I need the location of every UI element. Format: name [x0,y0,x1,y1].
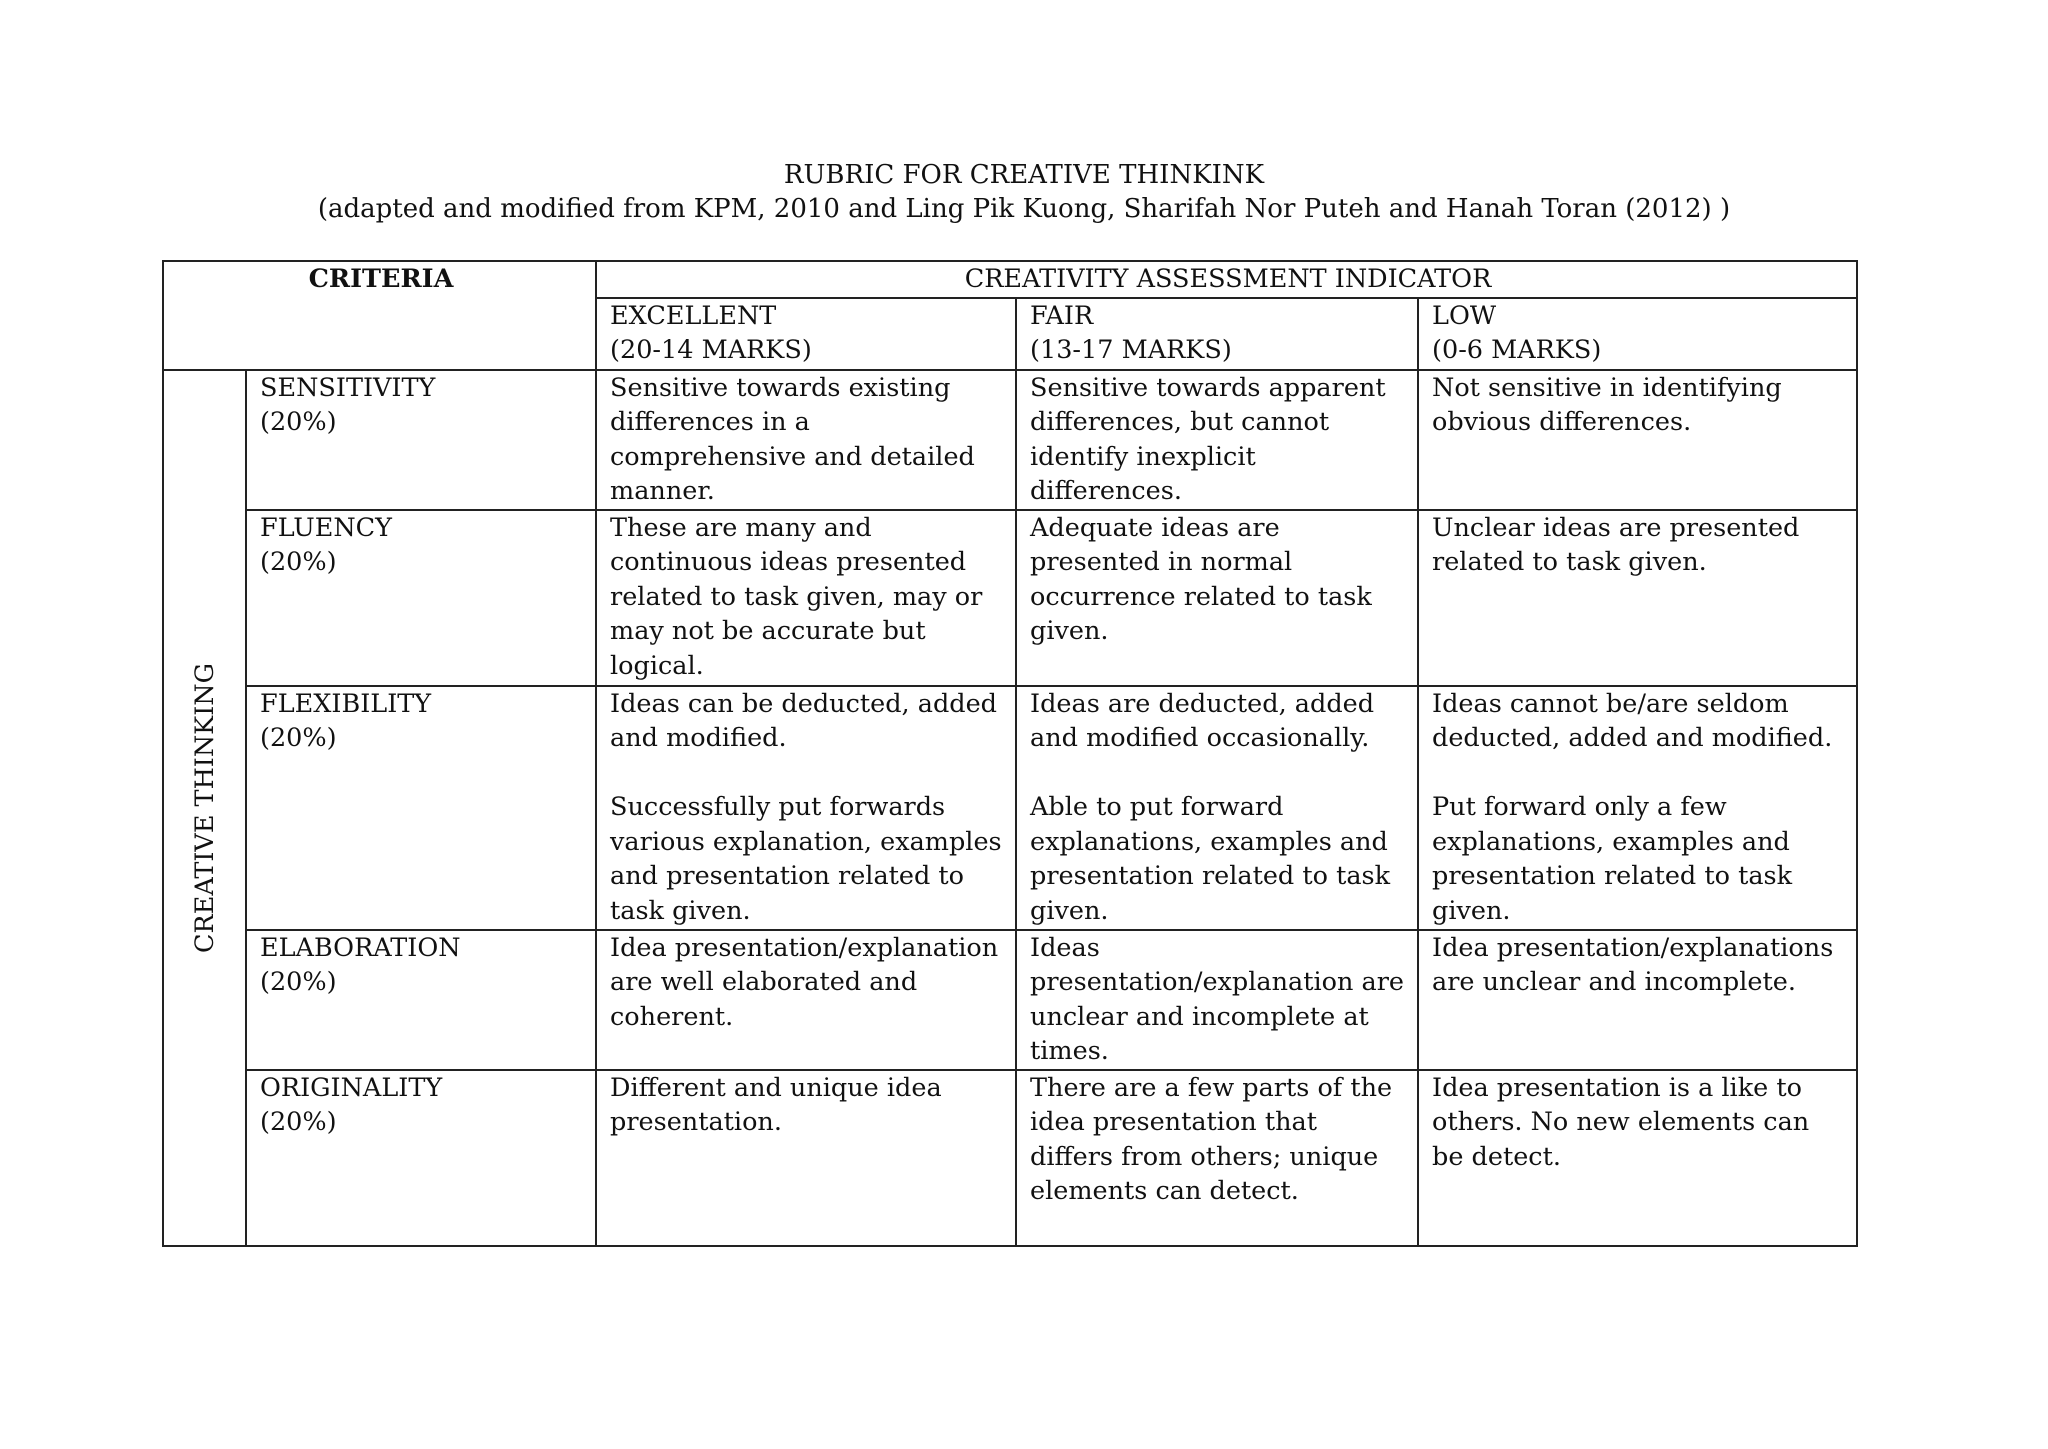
criterion-cell [246,510,596,686]
fair-cell: Adequate ideas are presented in normal occurrence related to task given. [1016,510,1418,686]
level-header-excellent [596,298,1016,370]
criterion-name: FLUENCY [260,512,392,543]
level-name: LOW [1432,300,1497,331]
criteria-header: CRITERIA [163,261,596,370]
criterion-weight: (20%) [260,407,337,437]
excellent-text-2: Successfully put forwards various explanation, examples and presentation related to task given. [610,792,1002,926]
criterion-weight: (20%) [260,967,337,997]
rubric-table [162,260,1858,1247]
header-row [163,261,1857,298]
level-header-fair [1016,298,1418,370]
criterion-cell [246,686,596,930]
criterion-weight: (20%) [260,1107,337,1137]
excellent-cell: Idea presentation/explanation are well elaborated and coherent. [596,930,1016,1070]
fair-text-1: Ideas are deducted, added and modified occasionally. [1030,688,1375,753]
excellent-cell: Sensitive towards existing differences in a comprehensive and detailed manner. [596,370,1016,510]
level-marks: (0-6 MARKS) [1432,335,1602,365]
paragraph-gap [610,756,1005,791]
document-title: RUBRIC FOR CREATIVE THINKINK [783,160,1265,190]
group-cell [163,370,246,1246]
level-name: FAIR [1030,300,1094,331]
excellent-text-1: Ideas can be deducted, added and modified. [610,688,998,753]
fair-text-2: Able to put forward explanations, examples and presentation related to task given. [1030,792,1391,926]
document-subtitle: (adapted and modified from KPM, 2010 and Ling Pik Kuong, Sharifah Nor Puteh and Hanah Toran (2012) ) [317,194,1731,224]
excellent-cell [596,686,1016,930]
table-row-flexibility [163,686,1857,930]
fair-cell: Sensitive towards apparent differences, but cannot identify inexplicit differences. [1016,370,1418,510]
level-marks: (13-17 MARKS) [1030,335,1232,365]
low-cell: Idea presentation/explanations are unclear and incomplete. [1418,930,1857,1070]
table-row-sensitivity [163,370,1857,510]
criterion-name: ORIGINALITY [260,1072,443,1103]
indicator-header: CREATIVITY ASSESSMENT INDICATOR [596,261,1857,298]
table-row-originality [163,1070,1857,1246]
criterion-cell [246,370,596,510]
criterion-cell [246,930,596,1070]
low-text-1: Ideas cannot be/are seldom deducted, added and modified. [1432,688,1833,753]
group-label: CREATIVE THINKING [189,662,220,953]
criterion-name: ELABORATION [260,932,461,963]
level-marks: (20-14 MARKS) [610,335,812,365]
table-row-elaboration [163,930,1857,1070]
level-name: EXCELLENT [610,300,777,331]
paragraph-gap [1432,756,1846,791]
low-cell: Unclear ideas are presented related to task given. [1418,510,1857,686]
criterion-cell [246,1070,596,1246]
criterion-name: FLEXIBILITY [260,688,432,719]
paragraph-gap [1030,756,1407,791]
low-cell [1418,686,1857,930]
fair-cell: There are a few parts of the idea presentation that differs from others; unique elements can detect. [1016,1070,1418,1246]
criterion-weight: (20%) [260,547,337,577]
table-row-fluency [163,510,1857,686]
criterion-weight: (20%) [260,723,337,753]
fair-cell [1016,686,1418,930]
level-header-low [1418,298,1857,370]
low-cell: Not sensitive in identifying obvious differences. [1418,370,1857,510]
low-text-2: Put forward only a few explanations, examples and presentation related to task given. [1432,792,1793,926]
criterion-name: SENSITIVITY [260,372,436,403]
fair-cell: Ideas presentation/explanation are unclear and incomplete at times. [1016,930,1418,1070]
excellent-cell: These are many and continuous ideas presented related to task given, may or may not be accurate but logical. [596,510,1016,686]
excellent-cell: Different and unique idea presentation. [596,1070,1016,1246]
low-cell: Idea presentation is a like to others. No new elements can be detect. [1418,1070,1857,1246]
